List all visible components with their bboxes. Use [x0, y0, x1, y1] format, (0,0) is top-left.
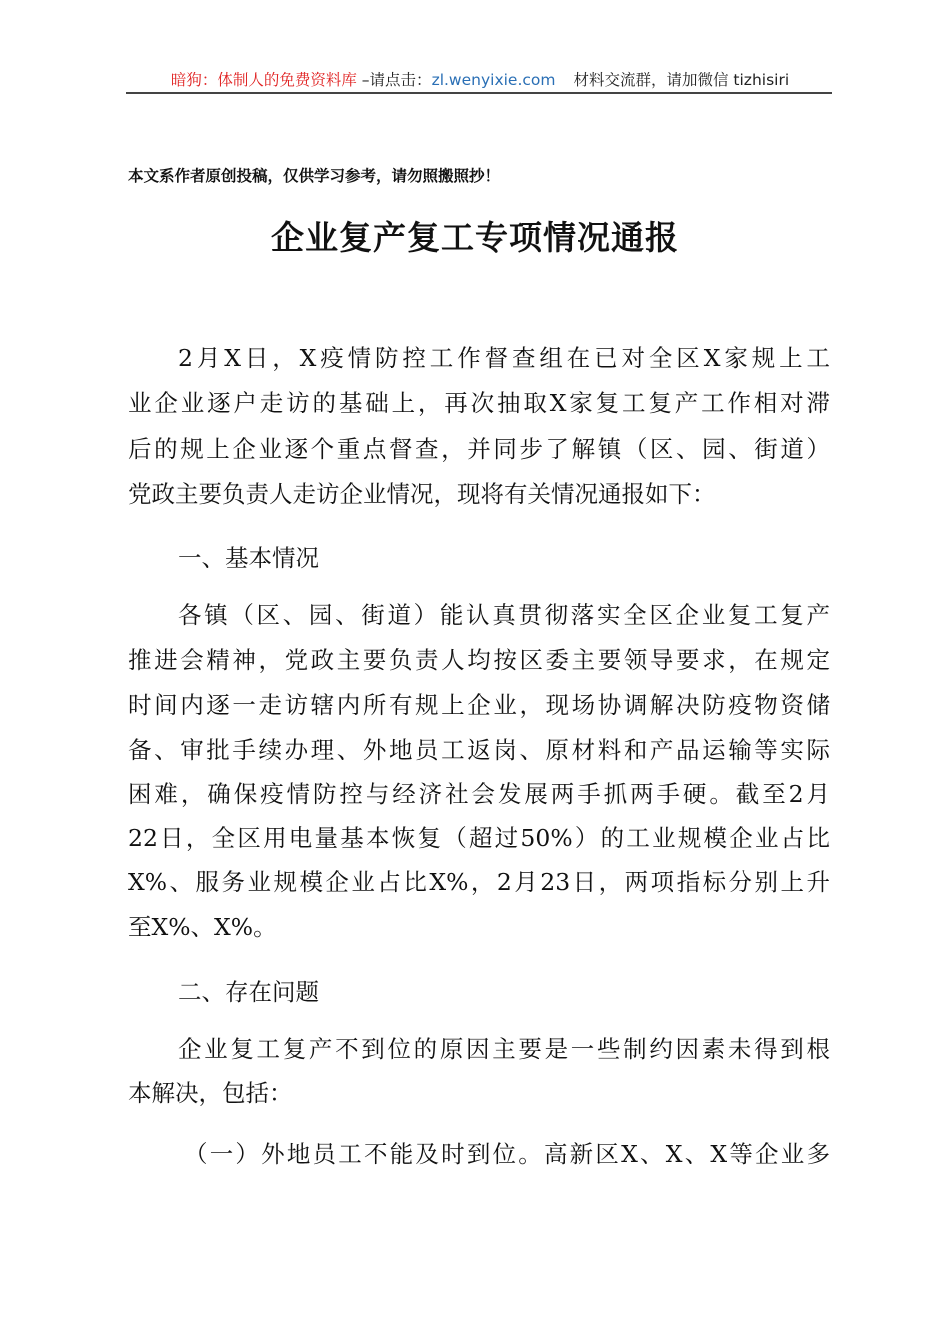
paragraph-line: 业企业逐户走访的基础上，再次抽取X家复工复产工作相对滞 [128, 389, 830, 417]
brand-text: 暗狗：体制人的免费资料库 [170, 71, 357, 89]
site-link[interactable]: zl.wenyixie.com [431, 71, 556, 89]
paragraph-line: 各镇（区、园、街道）能认真贯彻落实全区企业复工复产 [178, 601, 830, 629]
paragraph-line: 时间内逐一走访辖内所有规上企业，现场协调解决防疫物资储 [128, 691, 830, 719]
wechat-text: 材料交流群，请加微信 tizhisiri [573, 71, 790, 89]
paragraph-line: 备、审批手续办理、外地员工返岗、原材料和产品运输等实际 [128, 736, 830, 764]
prompt-text: –请点击： [356, 71, 432, 89]
paragraph-line: 推进会精神，党政主要负责人均按区委主要领导要求，在规定 [128, 646, 830, 674]
paragraph-line: 党政主要负责人走访企业情况，现将有关情况通报如下： [128, 480, 716, 508]
paragraph-line: 22日，全区用电量基本恢复（超过50%）的工业规模企业占比 [128, 824, 830, 852]
paragraph-line: 至X%、X%。 [128, 913, 277, 941]
paragraph-line: 企业复工复产不到位的原因主要是一些制约因素未得到根 [178, 1035, 830, 1063]
section-heading: 一、基本情况 [178, 544, 319, 572]
paragraph-line: 后的规上企业逐个重点督查，并同步了解镇（区、园、街道） [128, 435, 830, 463]
document-title: 企业复产复工专项情况通报 [271, 218, 679, 257]
header-divider [126, 92, 832, 94]
paragraph-line: 本解决，包括： [128, 1079, 293, 1107]
copyright-notice: 本文系作者原创投稿，仅供学习参考，请勿照搬照抄！ [128, 166, 501, 185]
paragraph-line: 2月X日，X疫情防控工作督查组在已对全区X家规上工 [178, 344, 830, 372]
section-heading: 二、存在问题 [178, 978, 319, 1006]
paragraph-line: 困难，确保疫情防控与经济社会发展两手抓两手硬。截至2月 [128, 780, 830, 808]
paragraph-line: X%、服务业规模企业占比X%，2月23日，两项指标分别上升 [128, 868, 830, 896]
page-header [128, 68, 832, 92]
paragraph-line: （一）外地员工不能及时到位。高新区X、X、X等企业多 [184, 1140, 830, 1168]
